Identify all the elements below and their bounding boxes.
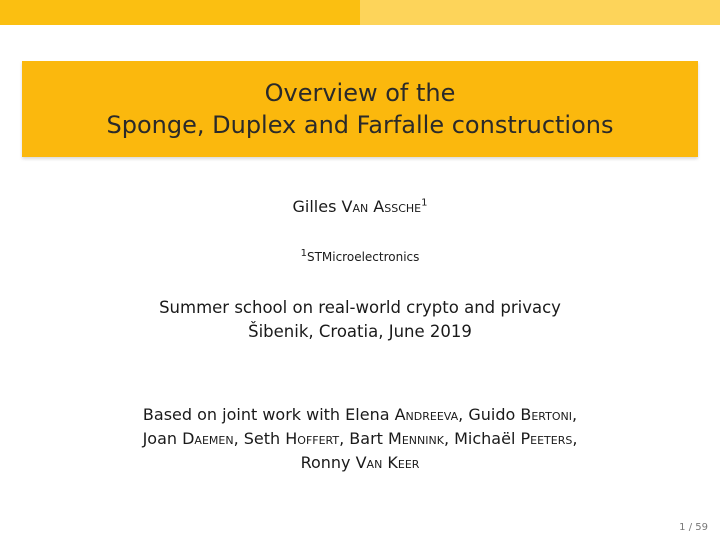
event-location-date: Šibenik, Croatia, June 2019 <box>248 322 472 341</box>
title-line-1: Overview of the <box>264 79 456 107</box>
coauthor-first: Joan <box>142 429 178 448</box>
title-line-2: Sponge, Duplex and Farfalle constructions <box>106 111 614 139</box>
coauthor-last: Hoffert <box>285 429 340 448</box>
title-box <box>22 61 698 157</box>
event-info <box>0 296 720 344</box>
progress-bar-left <box>0 0 360 25</box>
event-title: Summer school on real-world crypto and privacy <box>159 298 561 317</box>
coauthor-last: Van Keer <box>355 453 420 472</box>
author-last-name: Van Assche <box>341 197 422 216</box>
coauthor-last: Peeters <box>520 429 573 448</box>
coauthor-last: Bertoni <box>520 405 572 424</box>
affiliation-mark: 1 <box>300 248 307 259</box>
coauthor-first: Elena <box>345 405 390 424</box>
coauthor-last: Mennink <box>388 429 444 448</box>
coauthor-last: Daemen <box>182 429 234 448</box>
coauthor-first: Michaël <box>454 429 516 448</box>
progress-bar-right <box>360 0 720 25</box>
author-first-name: Gilles <box>292 197 337 216</box>
joint-work-line-2: Joan Daemen, Seth Hoffert, Bart Mennink, Michaël Peeters, <box>142 429 578 448</box>
joint-work <box>0 403 720 475</box>
affiliation-name: STMicroelectronics <box>306 250 420 264</box>
page-number: 1 / 59 <box>679 522 708 533</box>
coauthor-first: Bart <box>349 429 383 448</box>
joint-work-intro: Based on joint work with <box>142 405 341 424</box>
top-progress-bar <box>0 0 720 25</box>
joint-work-line-1: Based on joint work with Elena Andreeva, Guido Bertoni, <box>142 405 578 424</box>
coauthor-first: Guido <box>468 405 516 424</box>
coauthor-last: Andreeva <box>394 405 459 424</box>
author-affiliation-mark: 1 <box>421 197 428 209</box>
joint-work-line-3 <box>0 451 720 475</box>
coauthor-first: Ronny <box>300 453 351 472</box>
author <box>0 196 720 218</box>
affiliation <box>0 248 720 266</box>
coauthor-first: Seth <box>243 429 281 448</box>
